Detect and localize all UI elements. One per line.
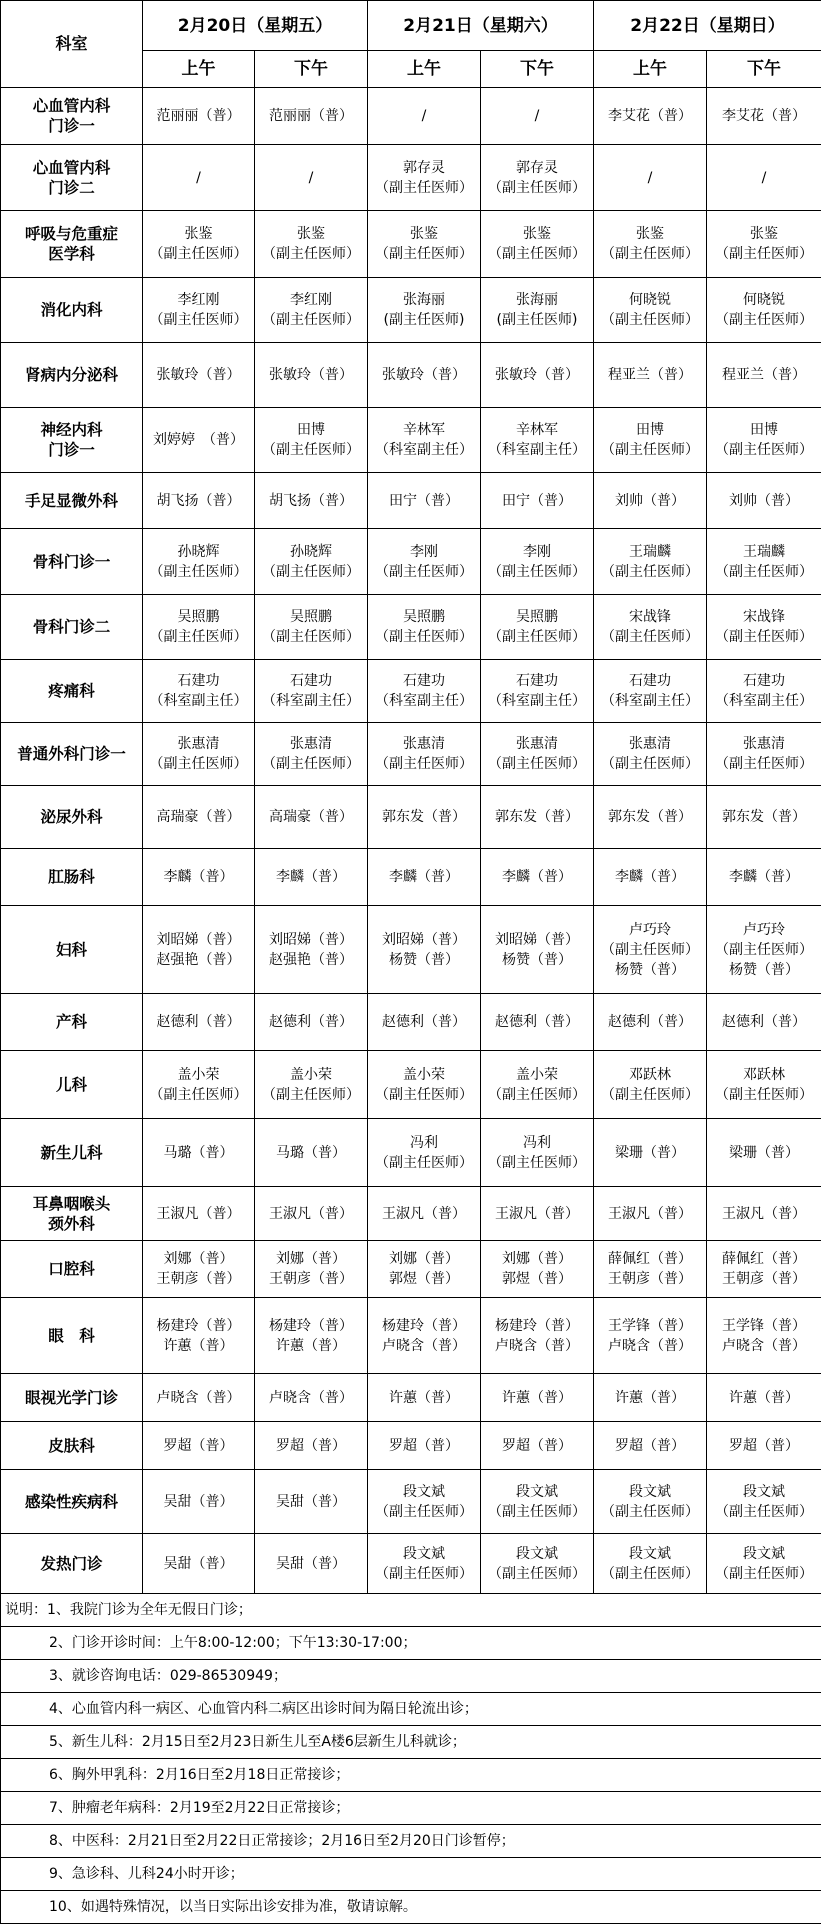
doctor-cell: 郭存灵 （副主任医师） xyxy=(368,145,481,211)
table-row xyxy=(1,343,821,408)
doctor-cell: 许蕙（普） xyxy=(481,1374,594,1422)
doctor-cell: 郭存灵 （副主任医师） xyxy=(481,145,594,211)
doctor-cell: 张鉴 （副主任医师） xyxy=(594,211,707,278)
doctor-cell: 段文斌 （副主任医师） xyxy=(594,1534,707,1594)
date-header-day3: 2月22日（星期日） xyxy=(594,1,821,51)
doctor-cell: 张敏玲（普） xyxy=(481,343,594,408)
doctor-cell: 李麟（普） xyxy=(481,849,594,906)
doctor-cell: 李红刚 （副主任医师） xyxy=(255,278,368,343)
doctor-cell: 王淑凡（普） xyxy=(368,1187,481,1241)
doctor-cell: 田博 （副主任医师） xyxy=(255,408,368,473)
doctor-cell: 薛佩红（普） 王朝彦（普） xyxy=(594,1241,707,1298)
table-row xyxy=(1,1298,821,1374)
period-header-pm: 下午 xyxy=(481,51,594,88)
doctor-cell: 李红刚 （副主任医师） xyxy=(143,278,255,343)
doctor-cell: 程亚兰（普） xyxy=(707,343,821,408)
doctor-cell: 李刚 （副主任医师） xyxy=(368,529,481,595)
dept-name: 肛肠科 xyxy=(1,849,143,906)
doctor-cell: 吴甜（普） xyxy=(255,1534,368,1594)
doctor-cell: 范丽丽（普） xyxy=(143,88,255,145)
doctor-cell: 张惠清 （副主任医师） xyxy=(255,723,368,786)
doctor-cell: 张海丽 (副主任医师) xyxy=(368,278,481,343)
doctor-cell: 田博 （副主任医师） xyxy=(707,408,821,473)
doctor-cell: 张鉴 （副主任医师） xyxy=(368,211,481,278)
period-header-am: 上午 xyxy=(143,51,255,88)
doctor-cell: 冯利 （副主任医师） xyxy=(481,1119,594,1187)
doctor-cell: 张惠清 （副主任医师） xyxy=(594,723,707,786)
doctor-cell: 张敏玲（普） xyxy=(143,343,255,408)
doctor-cell: 张鉴 （副主任医师） xyxy=(143,211,255,278)
table-row xyxy=(1,1422,821,1470)
dept-name: 儿科 xyxy=(1,1051,143,1119)
table-row xyxy=(1,906,821,994)
table-row xyxy=(1,849,821,906)
note-text: 说明：1、我院门诊为全年无假日门诊； xyxy=(1,1594,821,1627)
doctor-cell: 罗超（普） xyxy=(481,1422,594,1470)
doctor-cell: 刘娜（普） 郭煜（普） xyxy=(481,1241,594,1298)
doctor-cell: 王瑞麟 （副主任医师） xyxy=(707,529,821,595)
doctor-cell: 李麟（普） xyxy=(594,849,707,906)
doctor-cell: 段文斌 （副主任医师） xyxy=(481,1534,594,1594)
table-row xyxy=(1,595,821,660)
dept-column-header: 科室 xyxy=(1,1,143,88)
doctor-cell: 张惠清 （副主任医师） xyxy=(143,723,255,786)
table-row xyxy=(1,994,821,1051)
doctor-cell: 卢晓含（普） xyxy=(143,1374,255,1422)
header-date-row xyxy=(1,1,821,51)
table-row xyxy=(1,1534,821,1594)
doctor-cell: 胡飞扬（普） xyxy=(143,473,255,529)
dept-name: 疼痛科 xyxy=(1,660,143,723)
doctor-cell: 段文斌 （副主任医师） xyxy=(707,1470,821,1534)
doctor-cell: 杨建玲（普） 许蕙（普） xyxy=(255,1298,368,1374)
doctor-cell: 许蕙（普） xyxy=(707,1374,821,1422)
doctor-cell: 范丽丽（普） xyxy=(255,88,368,145)
date-header-day1: 2月20日（星期五） xyxy=(143,1,368,51)
doctor-cell: 刘婷婷 （普） xyxy=(143,408,255,473)
dept-name: 耳鼻咽喉头 颈外科 xyxy=(1,1187,143,1241)
note-text: 9、急诊科、儿科24小时开诊； xyxy=(1,1858,821,1891)
doctor-cell: 何晓锐 （副主任医师） xyxy=(594,278,707,343)
doctor-cell: 王学锋（普） 卢晓含（普） xyxy=(594,1298,707,1374)
dept-name: 新生儿科 xyxy=(1,1119,143,1187)
dept-name: 眼视光学门诊 xyxy=(1,1374,143,1422)
note-row xyxy=(1,1693,821,1726)
doctor-cell: 石建功 （科室副主任） xyxy=(255,660,368,723)
doctor-cell: 段文斌 （副主任医师） xyxy=(368,1534,481,1594)
doctor-cell: 盖小荣 （副主任医师） xyxy=(368,1051,481,1119)
doctor-cell: 梁珊（普） xyxy=(594,1119,707,1187)
doctor-cell: 邓跃林 （副主任医师） xyxy=(707,1051,821,1119)
doctor-cell: 吴照鹏 （副主任医师） xyxy=(368,595,481,660)
doctor-cell: 王淑凡（普） xyxy=(594,1187,707,1241)
doctor-cell: 王淑凡（普） xyxy=(143,1187,255,1241)
doctor-cell: 田博 （副主任医师） xyxy=(594,408,707,473)
doctor-cell: / xyxy=(594,145,707,211)
dept-name: 发热门诊 xyxy=(1,1534,143,1594)
doctor-cell: 李麟（普） xyxy=(707,849,821,906)
doctor-cell: 刘昭娣（普） 赵强艳（普） xyxy=(143,906,255,994)
schedule-body xyxy=(1,88,821,1594)
doctor-cell: 罗超（普） xyxy=(707,1422,821,1470)
doctor-cell: 刘昭娣（普） 杨赞（普） xyxy=(368,906,481,994)
dept-name: 神经内科 门诊一 xyxy=(1,408,143,473)
doctor-cell: 马璐（普） xyxy=(255,1119,368,1187)
doctor-cell: 石建功 （科室副主任） xyxy=(594,660,707,723)
doctor-cell: 宋战锋 （副主任医师） xyxy=(707,595,821,660)
dept-name: 皮肤科 xyxy=(1,1422,143,1470)
note-text: 6、胸外甲乳科：2月16日至2月18日正常接诊； xyxy=(1,1759,821,1792)
dept-name: 眼 科 xyxy=(1,1298,143,1374)
table-row xyxy=(1,786,821,849)
doctor-cell: 赵德利（普） xyxy=(594,994,707,1051)
note-text: 5、新生儿科：2月15日至2月23日新生儿至A楼6层新生儿科就诊； xyxy=(1,1726,821,1759)
doctor-cell: 张敏玲（普） xyxy=(255,343,368,408)
note-row xyxy=(1,1792,821,1825)
date-header-day2: 2月21日（星期六） xyxy=(368,1,594,51)
note-row xyxy=(1,1660,821,1693)
dept-name: 呼吸与危重症 医学科 xyxy=(1,211,143,278)
doctor-cell: 卢巧玲 （副主任医师） 杨赞（普） xyxy=(594,906,707,994)
table-row xyxy=(1,473,821,529)
doctor-cell: 石建功 （科室副主任） xyxy=(707,660,821,723)
note-row xyxy=(1,1726,821,1759)
table-row xyxy=(1,1241,821,1298)
table-row xyxy=(1,1470,821,1534)
doctor-cell: 赵德利（普） xyxy=(481,994,594,1051)
doctor-cell: 冯利 （副主任医师） xyxy=(368,1119,481,1187)
doctor-cell: / xyxy=(368,88,481,145)
doctor-cell: 卢晓含（普） xyxy=(255,1374,368,1422)
doctor-cell: 李艾花（普） xyxy=(594,88,707,145)
note-text: 7、肿瘤老年病科：2月19至2月22日正常接诊； xyxy=(1,1792,821,1825)
doctor-cell: / xyxy=(707,145,821,211)
table-row xyxy=(1,1374,821,1422)
doctor-cell: 李麟（普） xyxy=(368,849,481,906)
doctor-cell: 薛佩红（普） 王朝彦（普） xyxy=(707,1241,821,1298)
doctor-cell: 罗超（普） xyxy=(255,1422,368,1470)
doctor-cell: 赵德利（普） xyxy=(143,994,255,1051)
doctor-cell: 李麟（普） xyxy=(143,849,255,906)
doctor-cell: 张鉴 （副主任医师） xyxy=(707,211,821,278)
doctor-cell: 王淑凡（普） xyxy=(481,1187,594,1241)
dept-name: 泌尿外科 xyxy=(1,786,143,849)
doctor-cell: 张惠清 （副主任医师） xyxy=(481,723,594,786)
note-text: 3、就诊咨询电话：029-86530949； xyxy=(1,1660,821,1693)
doctor-cell: 宋战锋 （副主任医师） xyxy=(594,595,707,660)
doctor-cell: 段文斌 （副主任医师） xyxy=(707,1534,821,1594)
note-text: 4、心血管内科一病区、心血管内科二病区出诊时间为隔日轮流出诊； xyxy=(1,1693,821,1726)
doctor-cell: 王淑凡（普） xyxy=(255,1187,368,1241)
doctor-cell: 胡飞扬（普） xyxy=(255,473,368,529)
doctor-cell: 李刚 （副主任医师） xyxy=(481,529,594,595)
doctor-cell: 石建功 （科室副主任） xyxy=(368,660,481,723)
note-row xyxy=(1,1627,821,1660)
doctor-cell: / xyxy=(143,145,255,211)
doctor-cell: 刘娜（普） 郭煜（普） xyxy=(368,1241,481,1298)
doctor-cell: 吴照鹏 （副主任医师） xyxy=(255,595,368,660)
dept-name: 心血管内科 门诊一 xyxy=(1,88,143,145)
note-row xyxy=(1,1891,821,1924)
doctor-cell: 赵德利（普） xyxy=(707,994,821,1051)
table-row xyxy=(1,211,821,278)
doctor-cell: 盖小荣 （副主任医师） xyxy=(481,1051,594,1119)
doctor-cell: 高瑞豪（普） xyxy=(255,786,368,849)
doctor-cell: 辛林军 （科室副主任） xyxy=(481,408,594,473)
note-text: 10、如遇特殊情况，以当日实际出诊安排为准，敬请谅解。 xyxy=(1,1891,821,1924)
doctor-cell: 段文斌 （副主任医师） xyxy=(481,1470,594,1534)
doctor-cell: 郭东发（普） xyxy=(368,786,481,849)
dept-name: 产科 xyxy=(1,994,143,1051)
doctor-cell: 张惠清 （副主任医师） xyxy=(368,723,481,786)
note-row xyxy=(1,1825,821,1858)
table-row xyxy=(1,660,821,723)
table-row xyxy=(1,1119,821,1187)
doctor-cell: 梁珊（普） xyxy=(707,1119,821,1187)
table-row xyxy=(1,408,821,473)
dept-name: 感染性疾病科 xyxy=(1,1470,143,1534)
doctor-cell: 罗超（普） xyxy=(368,1422,481,1470)
table-row xyxy=(1,278,821,343)
dept-name: 妇科 xyxy=(1,906,143,994)
doctor-cell: 许蕙（普） xyxy=(594,1374,707,1422)
dept-name: 消化内科 xyxy=(1,278,143,343)
doctor-cell: 杨建玲（普） 卢晓含（普） xyxy=(368,1298,481,1374)
dept-name: 手足显微外科 xyxy=(1,473,143,529)
note-row xyxy=(1,1759,821,1792)
doctor-cell: 卢巧玲 （副主任医师） 杨赞（普） xyxy=(707,906,821,994)
doctor-cell: 孙晓辉 （副主任医师） xyxy=(255,529,368,595)
doctor-cell: 孙晓辉 （副主任医师） xyxy=(143,529,255,595)
doctor-cell: 张敏玲（普） xyxy=(368,343,481,408)
doctor-cell: 张鉴 （副主任医师） xyxy=(481,211,594,278)
doctor-cell: 吴甜（普） xyxy=(143,1534,255,1594)
doctor-cell: 吴甜（普） xyxy=(143,1470,255,1534)
dept-name: 骨科门诊二 xyxy=(1,595,143,660)
period-header-am: 上午 xyxy=(368,51,481,88)
doctor-cell: 吴甜（普） xyxy=(255,1470,368,1534)
table-row xyxy=(1,529,821,595)
table-row xyxy=(1,1187,821,1241)
doctor-cell: 邓跃林 （副主任医师） xyxy=(594,1051,707,1119)
doctor-cell: 郭东发（普） xyxy=(481,786,594,849)
note-row xyxy=(1,1858,821,1891)
doctor-cell: / xyxy=(481,88,594,145)
dept-name: 普通外科门诊一 xyxy=(1,723,143,786)
doctor-cell: 张鉴 （副主任医师） xyxy=(255,211,368,278)
doctor-cell: 盖小荣 （副主任医师） xyxy=(143,1051,255,1119)
doctor-cell: 程亚兰（普） xyxy=(594,343,707,408)
doctor-cell: 吴照鹏 （副主任医师） xyxy=(143,595,255,660)
note-text: 8、中医科：2月21日至2月22日正常接诊；2月16日至2月20日门诊暂停； xyxy=(1,1825,821,1858)
doctor-cell: 杨建玲（普） 卢晓含（普） xyxy=(481,1298,594,1374)
doctor-cell: 赵德利（普） xyxy=(368,994,481,1051)
doctor-cell: 刘帅（普） xyxy=(707,473,821,529)
doctor-cell: 石建功 （科室副主任） xyxy=(481,660,594,723)
doctor-cell: 刘昭娣（普） 赵强艳（普） xyxy=(255,906,368,994)
doctor-cell: 段文斌 （副主任医师） xyxy=(594,1470,707,1534)
doctor-cell: 罗超（普） xyxy=(143,1422,255,1470)
doctor-cell: 盖小荣 （副主任医师） xyxy=(255,1051,368,1119)
doctor-cell: 李麟（普） xyxy=(255,849,368,906)
doctor-cell: 郭东发（普） xyxy=(594,786,707,849)
doctor-cell: 刘娜（普） 王朝彦（普） xyxy=(143,1241,255,1298)
doctor-cell: 刘昭娣（普） 杨赞（普） xyxy=(481,906,594,994)
period-header-pm: 下午 xyxy=(255,51,368,88)
doctor-cell: 张惠清 （副主任医师） xyxy=(707,723,821,786)
doctor-cell: 辛林军 （科室副主任） xyxy=(368,408,481,473)
period-header-pm: 下午 xyxy=(707,51,821,88)
dept-name: 心血管内科 门诊二 xyxy=(1,145,143,211)
table-row xyxy=(1,723,821,786)
doctor-cell: 刘帅（普） xyxy=(594,473,707,529)
note-row xyxy=(1,1594,821,1627)
doctor-cell: 郭东发（普） xyxy=(707,786,821,849)
doctor-cell: 段文斌 （副主任医师） xyxy=(368,1470,481,1534)
doctor-cell: 张海丽 (副主任医师) xyxy=(481,278,594,343)
notes-section xyxy=(1,1594,821,1924)
doctor-cell: 王学锋（普） 卢晓含（普） xyxy=(707,1298,821,1374)
doctor-cell: 高瑞豪（普） xyxy=(143,786,255,849)
doctor-cell: 赵德利（普） xyxy=(255,994,368,1051)
doctor-cell: 吴照鹏 （副主任医师） xyxy=(481,595,594,660)
doctor-cell: 石建功 （科室副主任） xyxy=(143,660,255,723)
note-text: 2、门诊开诊时间：上午8:00-12:00；下午13:30-17:00； xyxy=(1,1627,821,1660)
doctor-cell: 王淑凡（普） xyxy=(707,1187,821,1241)
dept-name: 骨科门诊一 xyxy=(1,529,143,595)
table-header xyxy=(1,1,821,88)
doctor-cell: 杨建玲（普） 许蕙（普） xyxy=(143,1298,255,1374)
doctor-cell: 李艾花（普） xyxy=(707,88,821,145)
table-row xyxy=(1,145,821,211)
doctor-cell: 田宁（普） xyxy=(368,473,481,529)
doctor-cell: 王瑞麟 （副主任医师） xyxy=(594,529,707,595)
doctor-cell: 罗超（普） xyxy=(594,1422,707,1470)
table-row xyxy=(1,1051,821,1119)
doctor-cell: / xyxy=(255,145,368,211)
doctor-cell: 刘娜（普） 王朝彦（普） xyxy=(255,1241,368,1298)
dept-name: 口腔科 xyxy=(1,1241,143,1298)
doctor-cell: 马璐（普） xyxy=(143,1119,255,1187)
dept-name: 肾病内分泌科 xyxy=(1,343,143,408)
doctor-cell: 田宁（普） xyxy=(481,473,594,529)
doctor-cell: 许蕙（普） xyxy=(368,1374,481,1422)
period-header-am: 上午 xyxy=(594,51,707,88)
doctor-cell: 何晓锐 （副主任医师） xyxy=(707,278,821,343)
table-row xyxy=(1,88,821,145)
